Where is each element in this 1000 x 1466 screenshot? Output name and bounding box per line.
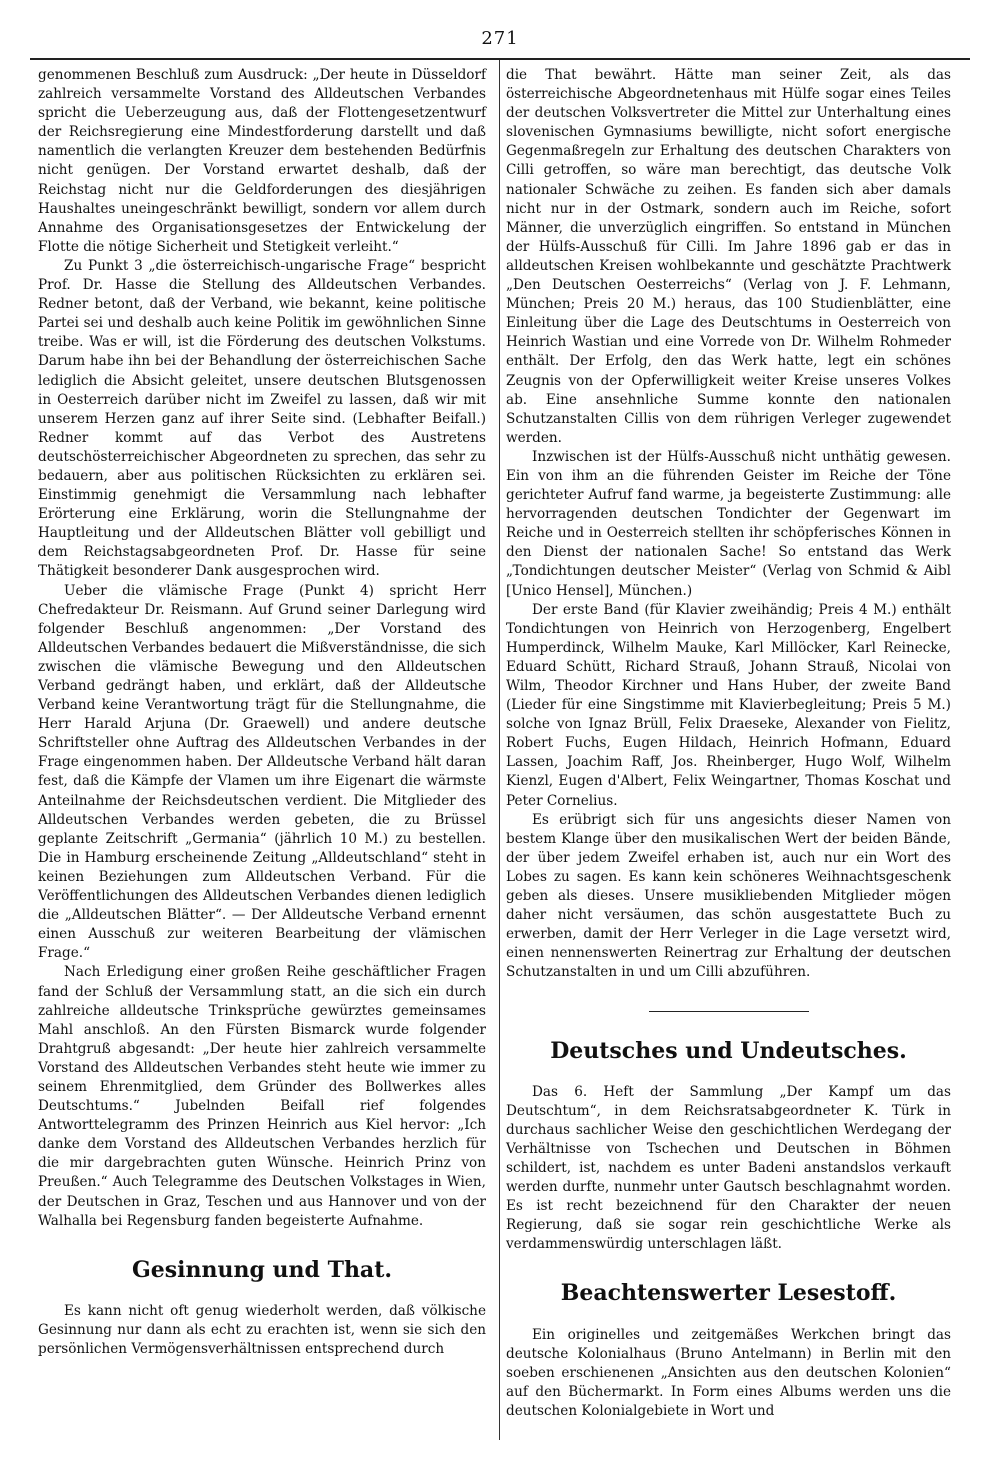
left-paragraph-2: Zu Punkt 3 „die österreichisch-ungarische Frage“ bespricht Prof. Dr. Hasse die Stellung des Alldeutschen Verbandes. Redner betont, daß der Verband, wie bekannt, keine politische Partei sei und deshalb auch keine Politik im gewöhnlichen Sinne treibe. Was er will, ist die Förderung des deutschen Volkstums. Darum habe ihn bei der Behandlung der österreichischen Sache lediglich die Absicht geleitet, unsere deutschen Blutsgenossen in Oesterreich darüber nicht im Zweifel zu lassen, daß wir mit unserem Herzen ganz auf ihrer Seite sind. (Lebhafter Beifall.) Redner kommt auf das Verbot des Austretens deutschösterreichischer Abgeordneten zu sprechen, das sehr zu bedauern, aber aus politischen Rücksichten zu erklären sei. Einstimmig genehmigt die Versammlung nach lebhafter Erörterung eine Erklärung, worin die Stellungnahme der Hauptleitung und der Alldeutschen Blätter voll gebilligt und dem Reichstagsabgeordneten Prof. Dr. Hasse für seine Thätigkeit besonderer Dank ausgesprochen wird.	[38, 257, 486, 580]
right-column	[506, 66, 951, 1421]
column-divider	[499, 60, 500, 1440]
section-heading-gesinnung: Gesinnung und That.	[131, 1256, 393, 1283]
header-rule	[30, 58, 970, 60]
left-paragraph-4: Nach Erledigung einer großen Reihe geschäftlicher Fragen fand der Schluß der Versammlung statt, an die sich ein durch zahlreiche alldeutsche Trinksprüche gewürztes gemeinsames Mahl anschloß. An den Fürsten Bismarck wurde folgender Drahtgruß abgesandt: „Der heute hier zahlreich versammelte Vorstand des Alldeutschen Verbandes steht heute wie immer zu seinem Ehrenmitglied, dem Gründer des Bollwerkes alles Deutschtums.“ Jubelnden Beifall rief folgendes Antworttelegramm des Prinzen Heinrich aus Kiel hervor: „Ich danke dem Vorstand des Alldeutschen Verbandes herzlich für die mir dargebrachten guten Wünsche. Heinrich Prinz von Preußen.“ Auch Telegramme des Deutschen Volkstages in Wien, der Deutschen in Graz, Teschen und aus Hannover und von der Walhalla bei Regensburg fanden begeisterte Aufnahme.	[38, 964, 486, 1229]
right-paragraph-5: Das 6. Heft der Sammlung „Der Kampf um das Deutschtum“, in dem Reichsratsabgeordneter K. Türk in durchaus sachlicher Weise den geschichtlichen Werdegang der Verhältnisse von Tschechen und Deutschen in Böhmen schildert, ist, nachdem es unter Badeni anstandslos verkauft werden durfte, nunmehr unter Gautsch beschlagnahmt worden. Es ist recht bezeichnend für den Charakter der neuen Regierung, daß sie sogar rein geschichtliche Werke als verdammenswürdig unterschlagen läßt.	[506, 1083, 951, 1253]
right-paragraph-1: die That bewährt. Hätte man seiner Zeit, als das österreichische Abgeordnetenhaus mit Hülfe sogar eines Teiles der deutschen Volksvertreter die Mittel zur Unterhaltung eines slovenischen Gymnasiums bewilligte, nicht sofort energische Gegenmaßregeln zur Erhaltung des deutschen Charakters von Cilli getroffen, so wäre man berechtigt, das deutsche Volk nationaler Schwäche zu zeihen. Es fanden sich aber damals nicht nur in der Ostmark, sondern auch im Reiche, sofort Männer, die unverzüglich eingriffen. So entstand in München der Hülfs-Ausschuß für Cilli. Im Jahre 1896 gab er das in alldeutschen Kreisen wohlbekannte und geschätzte Prachtwerk „Den Deutschen Oesterreichs“ (Verlag von J. F. Lehmann, München; Preis 20 M.) heraus, das 100 Studienblätter, eine Einleitung über die Lage des Deutschtums in Oesterreich von Heinrich Wastian und eine Vorrede von Dr. Wilhelm Rohmeder enthält. Der Erfolg, den das Werk hatte, legt ein schönes Zeugnis von der Opferwilligkeit weiter Kreise unseres Volkes ab. Eine ansehnliche Summe konnte den nationalen Schutzanstalten Cillis von dem rührigen Verleger zugewendet werden.	[506, 67, 951, 446]
right-paragraph-4: Es erübrigt sich für uns angesichts dieser Namen von bestem Klange über den musikalischen Wert der beiden Bände, der über jedem Zweifel erhaben ist, auch nur ein Wort des Lobes zu sagen. Es kann kein schöneres Weihnachtsgeschenk geben als dieses. Unsere musikliebenden Mitglieder mögen daher nicht versäumen, das schön ausgestattete Buch zu erwerben, damit der Herr Verleger in die Lage versetzt wird, einen nennenswerten Reinertrag zur Erhaltung der deutschen Schutzanstalten in und um Cilli abzuführen.	[506, 811, 951, 981]
section-heading-lesestoff: Beachtenswerter Lesestoff.	[560, 1280, 897, 1307]
left-paragraph-3: Ueber die vlämische Frage (Punkt 4) spricht Herr Chefredakteur Dr. Reismann. Auf Grund seiner Darlegung wird folgender Beschluß angenommen: „Der Vorstand des Alldeutschen Verbandes bedauert die Mißverständnisse, die sich zwischen die vlämische Bewegung und den Alldeutschen Verband gedrängt haben, und erklärt, daß der Alldeutsche Verband keine Verantwortung trägt für die Stellungnahme, die Herr Harald Arjuna (Dr. Graewell) und andere deutsche Schriftsteller ohne Auftrag des Alldeutschen Verbandes in der Frage eingenommen haben. Der Alldeutsche Verband hält daran fest, daß die Kämpfe der Vlamen um ihre Eigenart die wärmste Anteilnahme der Reichsdeutschen verdient. Die Mitglieder des Alldeutschen Verbandes werden gebeten, die zu Brüssel geplante Zeitschrift „Germania“ (jährlich 10 M.) zu bestellen. Die in Hamburg erscheinende Zeitung „Alldeutschland“ steht in keinen Beziehungen zum Alldeutschen Verband. Für die Veröffentlichungen des Alldeutschen Verbandes dienen lediglich die „Alldeutschen Blätter“. — Der Alldeutsche Verband ernennt einen Ausschuß zur weiteren Bearbeitung der vlämischen Frage.“	[38, 582, 486, 962]
page-number: 271	[481, 28, 519, 49]
right-paragraph-2: Inzwischen ist der Hülfs-Ausschuß nicht unthätig gewesen. Ein von ihm an die führenden Geister im Reiche der Töne gerichteter Aufruf fand warme, ja begeisterte Zustimmung: alle hervorragenden deutschen Tondichter der Gegenwart im Reiche und in Oesterreich stellten ihr schöpferisches Können in den Dienst der nationalen Sache! So entstand das Werk „Tondichtungen deutscher Meister“ (Verlag von Schmid & Aibl [Unico Hensel], München.)	[506, 448, 951, 599]
left-paragraph-1: genommenen Beschluß zum Ausdruck: „Der heute in Düsseldorf zahlreich versammelte Vorstand des Alldeutschen Verbandes spricht die Ueberzeugung aus, daß der Flottengesetzentwurf der Reichsregierung eine Mindestforderung darstellt und daß namentlich die verlangten Kreuzer dem bestehenden Bedürfnis nicht genügen. Der Vorstand erwartet deshalb, daß der Reichstag nicht nur die Geldforderungen des diesjährigen Haushaltes uneingeschränkt bewilligt, sondern vor allem durch Annahme des Organisationsgesetzes der Entwickelung der Flotte die nötige Sicherheit und Stetigkeit verleiht.“	[38, 67, 486, 255]
right-paragraph-6: Ein originelles und zeitgemäßes Werkchen bringt das deutsche Kolonialhaus (Bruno Antelmann) in Berlin mit den soeben erschienenen „Ansichten aus den deutschen Kolonien“ auf den Büchermarkt. In Form eines Albums werden uns die deutschen Kolonialgebiete in Wort und	[506, 1326, 951, 1419]
section-divider	[649, 1011, 809, 1012]
right-paragraph-3: Der erste Band (für Klavier zweihändig; Preis 4 M.) enthält Tondichtungen von Heinrich von Herzogenberg, Engelbert Humperdinck, Wilhelm Mauke, Karl Millöcker, Karl Reinecke, Eduard Schütt, Richard Strauß, Johann Strauß, Nicolai von Wilm, Theodor Kirchner und Hans Huber, der zweite Band (Lieder für eine Singstimme mit Klavierbegleitung; Preis 5 M.) solche von Ignaz Brüll, Felix Draeseke, Alexander von Fielitz, Robert Fuchs, Eugen Hildach, Heinrich Hofmann, Eduard Lassen, Joachim Raff, Jos. Rheinberger, Hugo Wolf, Wilhelm Kienzl, Eugen d'Albert, Felix Weingartner, Thomas Koschat und Peter Cornelius.	[506, 601, 951, 809]
section-heading-deutsches: Deutsches und Undeutsches.	[550, 1037, 907, 1064]
left-paragraph-5: Es kann nicht oft genug wiederholt werden, daß völkische Gesinnung nur dann als echt zu erachten ist, wenn sie sich den persönlichen Vermögensverhältnissen entsprechend durch	[38, 1302, 486, 1357]
left-column	[38, 66, 486, 1359]
